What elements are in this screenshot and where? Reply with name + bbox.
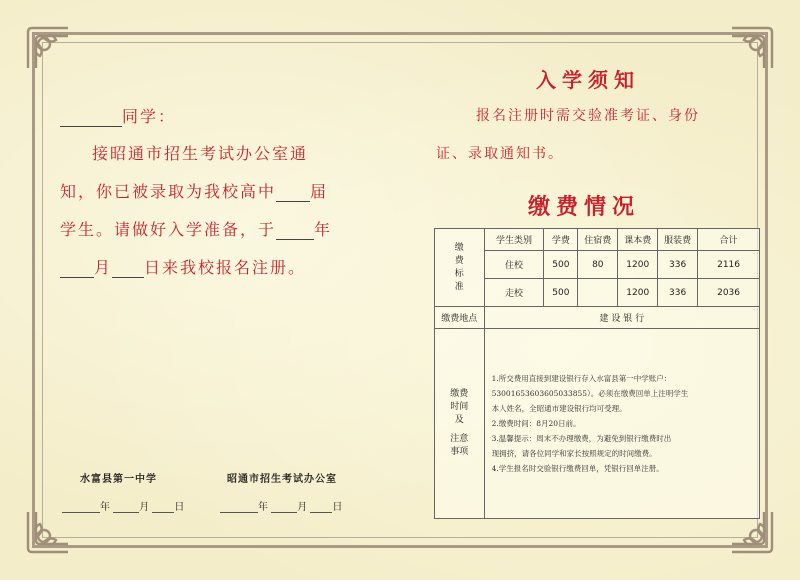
note-line: 2.缴费时间：8月20日前。 <box>491 419 581 428</box>
note-line: 53001653603605033855）。必须在缴费回单上注明学生 <box>491 389 689 398</box>
payment-place-row <box>435 307 760 329</box>
table-cell: 走校 <box>484 279 544 307</box>
school-signature: 水富县第一中学 <box>80 474 157 485</box>
school-date: 年 月 日 <box>62 498 184 513</box>
header-cell: 课本费 <box>618 229 658 251</box>
notice-text-4a: 月 <box>94 258 113 277</box>
payment-notes-row <box>435 329 760 519</box>
greeting-line <box>60 104 176 127</box>
notice-text-3a: 学生。请做好入学准备，于 <box>60 220 277 239</box>
office-date: 年 月 日 <box>220 498 342 513</box>
payment-place-label: 缴费地点 <box>435 307 485 329</box>
notice-requirement-1: 报名注册时需交验准考证、身份 <box>476 108 700 124</box>
table-row <box>435 251 760 279</box>
payment-notes-label: 缴费 时间 及 注意 事项 <box>435 329 485 519</box>
header-cell: 服装费 <box>658 229 698 251</box>
table-cell: 住校 <box>484 251 544 279</box>
notice-line-3 <box>60 217 332 240</box>
notice-text-2a: 知，你已被录取为我校高中 <box>60 182 277 201</box>
note-line: 3.温馨提示：周末不办理缴费，为避免到银行缴费时出 <box>491 434 672 443</box>
notice-text-3b: 年 <box>314 220 333 239</box>
table-cell: 2116 <box>698 251 760 279</box>
table-cell: 80 <box>578 251 618 279</box>
table-cell: 336 <box>658 279 698 307</box>
table-cell: 1200 <box>618 251 658 279</box>
table-cell: 500 <box>544 279 578 307</box>
month-blank <box>60 259 94 278</box>
fee-table <box>434 228 760 519</box>
greeting-text: 同学： <box>122 107 177 126</box>
header-cell: 合计 <box>698 229 760 251</box>
fee-header-row <box>435 229 760 251</box>
corner-ornament-top-left <box>22 22 76 76</box>
note-line: 现拥挤，请各位同学和家长按照规定的时间缴费。 <box>491 449 657 458</box>
office-signature: 昭通市招生考试办公室 <box>227 474 337 485</box>
payment-notes <box>484 329 759 519</box>
notice-line-1 <box>92 141 308 164</box>
year-blank <box>276 221 314 240</box>
notice-text-4b: 日来我校报名注册。 <box>144 258 307 277</box>
grade-blank <box>276 183 310 202</box>
notice-text-1: 接昭通市招生考试办公室通 <box>92 144 309 163</box>
header-cell: 住宿费 <box>578 229 618 251</box>
table-cell: 1200 <box>618 279 658 307</box>
note-line: 本人姓名，全昭通市建设银行均可受理。 <box>491 404 627 413</box>
table-cell <box>578 279 618 307</box>
note-line: 1.所交费用直接到建设银行存入水富县第一中学账户： <box>491 374 672 383</box>
corner-ornament-top-right <box>724 22 778 76</box>
notice-requirement-2: 证、录取通知书。 <box>436 146 564 162</box>
page-title: 入学须知 <box>536 68 640 92</box>
note-line: 4.学生报名时交验银行缴费回单，凭银行回单注册。 <box>491 464 664 473</box>
day-blank <box>112 259 144 278</box>
table-cell: 500 <box>544 251 578 279</box>
payment-bank: 建 设 银 行 <box>484 307 759 329</box>
header-cell: 学费 <box>544 229 578 251</box>
fee-section-title: 缴费情况 <box>528 194 641 220</box>
table-cell: 336 <box>658 251 698 279</box>
header-cell: 学生类别 <box>484 229 544 251</box>
fee-standard-label: 缴 费 标 准 <box>435 229 485 307</box>
notice-text-2b: 届 <box>310 182 329 201</box>
name-blank <box>60 108 122 127</box>
notice-line-4 <box>60 255 306 278</box>
table-cell: 2036 <box>698 279 760 307</box>
notice-line-2 <box>60 179 328 202</box>
table-row <box>435 279 760 307</box>
